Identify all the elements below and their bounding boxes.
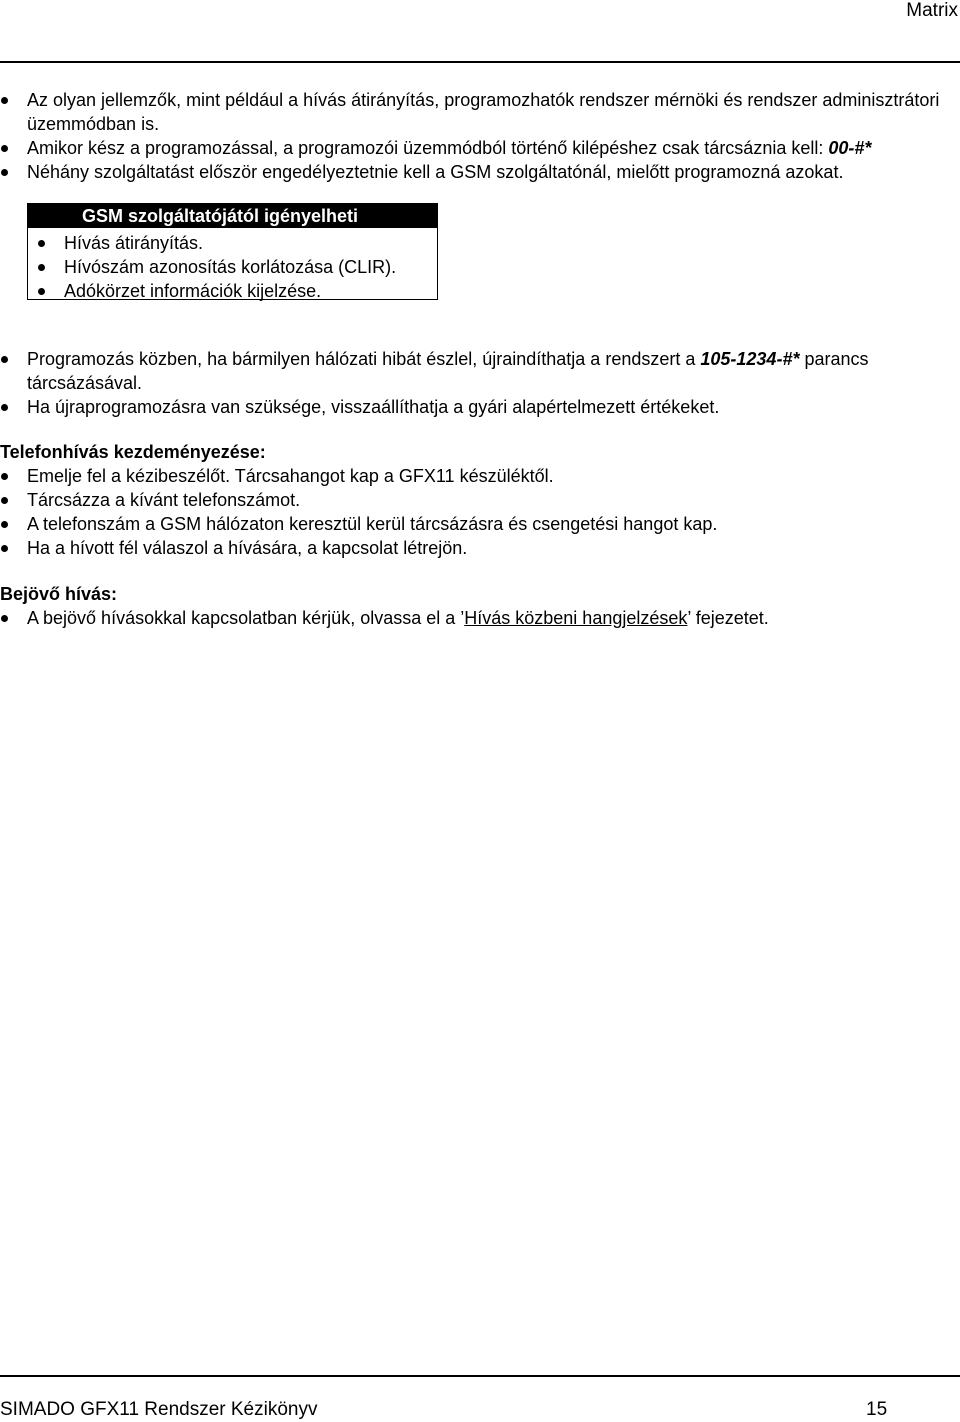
bullet-icon [38, 288, 45, 295]
outgoing-step [0, 536, 958, 560]
outgoing-step [0, 512, 958, 536]
intro-bullet-text: Néhány szolgáltatást először engedélyeztetnie kell a GSM szolgáltatónál, mielőtt programozná azokat. [27, 162, 844, 182]
bullet-icon [1, 545, 8, 552]
intro-bullet-text: Az olyan jellemzők, mint például a hívás átirányítás, programozhatók rendszer mérnöki és rendszer adminisztrátori üzemmódban is. [27, 90, 940, 134]
incoming-text-end: ’ fejezetet. [687, 608, 769, 628]
gsm-box-title: GSM szolgáltatójától igényelheti [28, 204, 437, 228]
bullet-icon [1, 97, 8, 104]
gsm-service-list [28, 228, 437, 303]
intro-bullet [0, 88, 958, 136]
intro-bullet [0, 160, 958, 184]
outgoing-step-text: Tárcsázza a kívánt telefonszámot. [27, 490, 301, 510]
incoming-call-list [0, 606, 958, 630]
gsm-service-text: Hívás átirányítás. [64, 233, 204, 253]
bullet-icon [38, 240, 45, 247]
gsm-service-item [28, 231, 437, 255]
outgoing-step [0, 488, 958, 512]
footer-rule [0, 1375, 960, 1377]
bullet-icon [1, 521, 8, 528]
incoming-call-heading: Bejövő hívás: [0, 584, 118, 604]
programming-text-end: parancs tárcsázásával. [27, 349, 869, 393]
outgoing-step [0, 464, 958, 488]
bullet-icon [1, 473, 8, 480]
bullet-icon [1, 497, 8, 504]
bullet-icon [1, 169, 8, 176]
header-title: Matrix [906, 0, 958, 21]
gsm-service-text: Adókörzet információk kijelzése. [64, 281, 322, 301]
intro-bullet [0, 136, 958, 160]
page-number: 15 [866, 1399, 888, 1420]
intro-bullet-text: Amikor kész a programozással, a programozói üzemmódból történő kilépéshez csak tárcsáznia kell: [27, 138, 829, 158]
bullet-icon [1, 404, 8, 411]
bullet-icon [1, 145, 8, 152]
outgoing-step-text: Emelje fel a kézibeszélőt. Tárcsahangot kap a GFX11 készüléktől. [27, 466, 554, 486]
header-rule [0, 61, 960, 63]
programming-text: Programozás közben, ha bármilyen hálózati hibát észlel, újraindíthatja a rendszert a [27, 349, 701, 369]
gsm-services-box [27, 203, 438, 300]
chapter-link[interactable]: Hívás közbeni hangjelzések [464, 608, 688, 628]
outgoing-step-text: A telefonszám a GSM hálózaton keresztül kerül tárcsázásra és csengetési hangot kap. [27, 514, 718, 534]
reset-code: 105-1234-#* [700, 349, 800, 369]
incoming-bullet [0, 606, 958, 630]
programming-text: Ha újraprogramozásra van szüksége, visszaállíthatja a gyári alapértelmezett értékeket. [27, 397, 720, 417]
outgoing-step-text: Ha a hívott fél válaszol a hívására, a kapcsolat létrejön. [27, 538, 468, 558]
bullet-icon [1, 615, 8, 622]
gsm-service-text: Hívószám azonosítás korlátozása (CLIR). [64, 257, 397, 277]
outgoing-call-steps [0, 464, 958, 560]
gsm-service-item [28, 279, 437, 303]
outgoing-call-heading: Telefonhívás kezdeményezése: [0, 442, 266, 462]
intro-list [0, 88, 958, 184]
gsm-service-item [28, 255, 437, 279]
footer-doc-title: SIMADO GFX11 Rendszer Kézikönyv [0, 1399, 318, 1420]
programming-bullet [0, 347, 958, 395]
programming-bullet [0, 395, 958, 419]
bullet-icon [1, 356, 8, 363]
incoming-text: A bejövő hívásokkal kapcsolatban kérjük, olvassa el a ’ [27, 608, 465, 628]
bullet-icon [38, 264, 45, 271]
exit-code: 00-#* [828, 138, 872, 158]
programming-list [0, 347, 958, 419]
